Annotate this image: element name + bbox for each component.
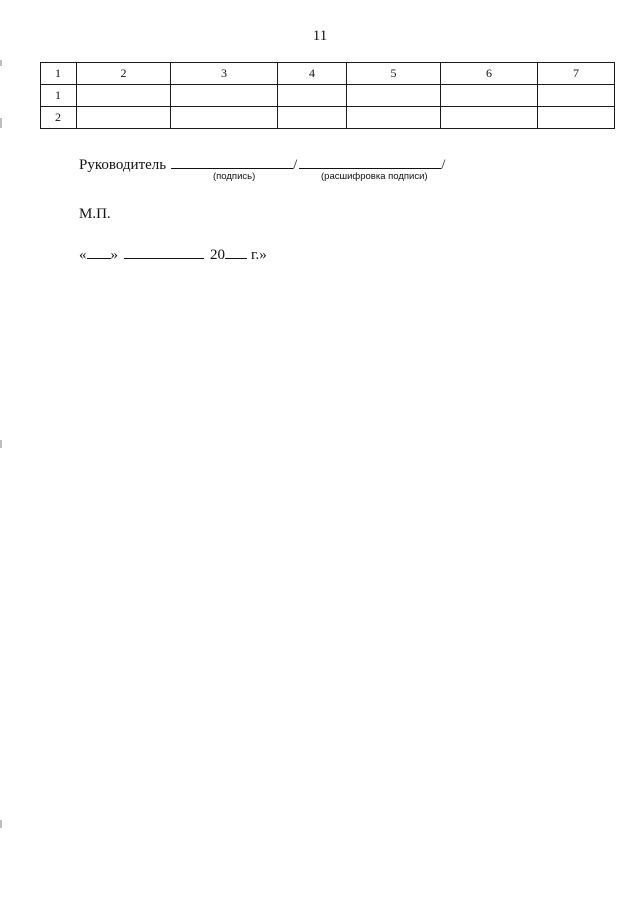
signature-end-mark: / — [441, 157, 446, 173]
column-number: 4 — [278, 63, 347, 85]
date-day-blank — [87, 244, 111, 259]
row-number: 2 — [41, 107, 77, 129]
date-year-blank — [225, 244, 247, 259]
signature-caption: (подпись) — [213, 171, 256, 182]
table-cell — [278, 85, 347, 107]
column-number: 2 — [77, 63, 171, 85]
table-cell — [441, 107, 538, 129]
form-table — [40, 62, 615, 129]
signature-blank — [171, 154, 293, 169]
scan-edge-mark — [0, 820, 2, 828]
table-cell — [171, 85, 278, 107]
table-cell — [347, 85, 441, 107]
signature-decode-caption: (расшифровка подписи) — [321, 171, 428, 182]
row-number: 1 — [41, 85, 77, 107]
table-row — [41, 85, 615, 107]
stamp-label: М.П. — [79, 206, 111, 222]
date-month-blank — [124, 244, 204, 259]
signature-decode-blank — [299, 154, 441, 169]
signature-separator: / — [293, 157, 298, 173]
table-cell — [171, 107, 278, 129]
column-number: 5 — [347, 63, 441, 85]
date-line — [79, 244, 267, 264]
date-open-quote: « — [79, 247, 87, 263]
table-cell — [77, 107, 171, 129]
table-cell — [278, 107, 347, 129]
table-row — [41, 107, 615, 129]
table-cell — [538, 107, 615, 129]
table-header-row — [41, 63, 615, 85]
column-number: 3 — [171, 63, 278, 85]
table-cell — [441, 85, 538, 107]
table-cell — [347, 107, 441, 129]
column-number: 7 — [538, 63, 615, 85]
scan-edge-mark — [0, 118, 2, 128]
date-close-quote: » — [110, 247, 118, 263]
table-cell — [77, 85, 171, 107]
page-number: 11 — [312, 28, 328, 44]
signature-label: Руководитель — [79, 157, 167, 173]
date-year-prefix: 20 — [210, 247, 225, 263]
column-number: 6 — [441, 63, 538, 85]
date-year-suffix: г.» — [251, 247, 267, 263]
scan-edge-mark — [0, 60, 2, 66]
table-cell — [538, 85, 615, 107]
column-number: 1 — [41, 63, 77, 85]
scan-edge-mark — [0, 440, 2, 448]
